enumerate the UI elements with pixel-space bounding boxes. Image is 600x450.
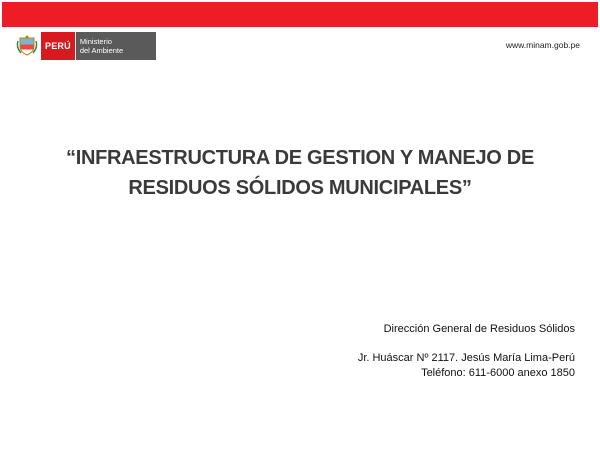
- slide-title: [20, 143, 580, 203]
- title-line-1: “INFRAESTRUCTURA DE GESTION Y MANEJO DE: [66, 147, 534, 169]
- logo-ministry: [76, 32, 156, 60]
- logo-country: PERÚ: [41, 32, 75, 60]
- coat-of-arms-icon: [16, 35, 38, 57]
- contact-info: [358, 322, 575, 381]
- spacer: [358, 337, 575, 351]
- logo-ministry-line1: Ministerio: [79, 37, 112, 46]
- website-url: www.minam.gob.pe: [505, 40, 580, 50]
- title-line-2: RESIDUOS SÓLIDOS MUNICIPALES”: [128, 177, 472, 199]
- ministry-logo: [16, 32, 156, 60]
- logo-ministry-line2: del Ambiente: [79, 46, 124, 55]
- top-red-bar: [2, 2, 598, 27]
- address: Jr. Huáscar Nº 2117. Jesús María Lima-Perú: [357, 352, 575, 364]
- department-name: Dirección General de Residuos Sólidos: [383, 323, 575, 335]
- phone: Teléfono: 611-6000 anexo 1850: [421, 367, 575, 379]
